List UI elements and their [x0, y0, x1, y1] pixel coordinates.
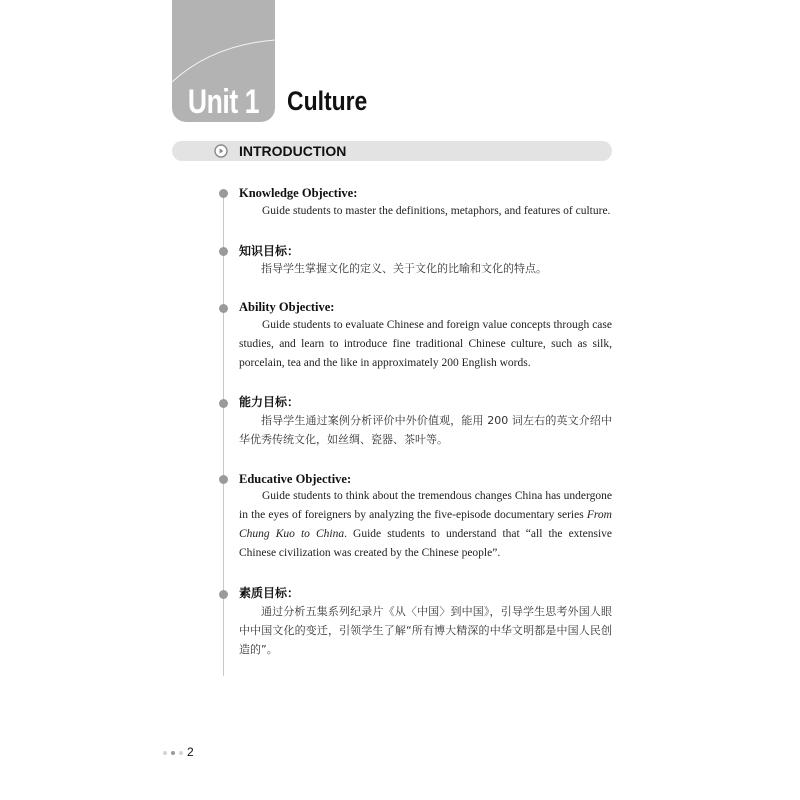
knowledge-objective-zh-text: 指导学生掌握文化的定义、关于文化的比喻和文化的特点。	[261, 262, 547, 275]
timeline-line	[223, 196, 224, 676]
educative-objective-zh-heading: 素质目标：	[239, 586, 300, 600]
section-bar	[172, 141, 612, 161]
knowledge-objective-text: Guide students to master the definitions, metaphors, and features of culture.	[262, 205, 611, 217]
play-circle-icon	[214, 144, 228, 158]
footer-dot	[163, 751, 167, 755]
bullet-dot	[219, 475, 228, 484]
educative-text-part: . Guide students to understand that “all the extensive Chinese civilization was created by the Chinese people”.	[239, 528, 612, 559]
unit-label: Unit 1	[187, 83, 260, 121]
knowledge-objective-zh-heading: 知识目标：	[239, 244, 300, 258]
documentary-title: From Chung Kuo to China	[239, 509, 612, 540]
ability-objective-zh-text: 指导学生通过案例分析评价中外价值观，能用 200 词左右的英文介绍中华优秀传统文化，如丝绸、瓷器、茶叶等。	[239, 414, 612, 446]
section-label: INTRODUCTION	[239, 143, 347, 159]
educative-text-part: Guide students to think about the tremendous changes China has undergone in the eyes of foreigners by analyzing the five-episode documentary series	[239, 490, 612, 521]
page-number: 2	[187, 745, 194, 759]
footer-dot	[179, 751, 183, 755]
unit-tab	[172, 0, 275, 122]
bullet-dot	[219, 590, 228, 599]
bullet-dot	[219, 399, 228, 408]
ability-objective-zh-heading: 能力目标：	[239, 395, 300, 409]
educative-objective-heading: Educative Objective:	[239, 472, 352, 486]
bullet-dot	[219, 189, 228, 198]
unit-title: Culture	[287, 86, 368, 116]
page-footer	[163, 745, 194, 759]
footer-dot	[171, 751, 175, 755]
knowledge-objective-heading: Knowledge Objective:	[239, 186, 358, 200]
bullet-dot	[219, 304, 228, 313]
ability-objective-heading: Ability Objective:	[239, 300, 335, 314]
ability-objective-text: Guide students to evaluate Chinese and foreign value concepts through case studies, and learn to introduce fine traditional Chinese culture, such as silk, porcelain, tea and the like in approximately 200 English words.	[239, 319, 612, 369]
bullet-dot	[219, 247, 228, 256]
educative-objective-zh-text: 通过分析五集系列纪录片《从〈中国〉到中国》，引导学生思考外国人眼中中国文化的变迁，引领学生了解“所有博大精深的中华文明都是中国人民创造的”。	[239, 605, 612, 656]
educative-objective-text	[239, 487, 612, 563]
